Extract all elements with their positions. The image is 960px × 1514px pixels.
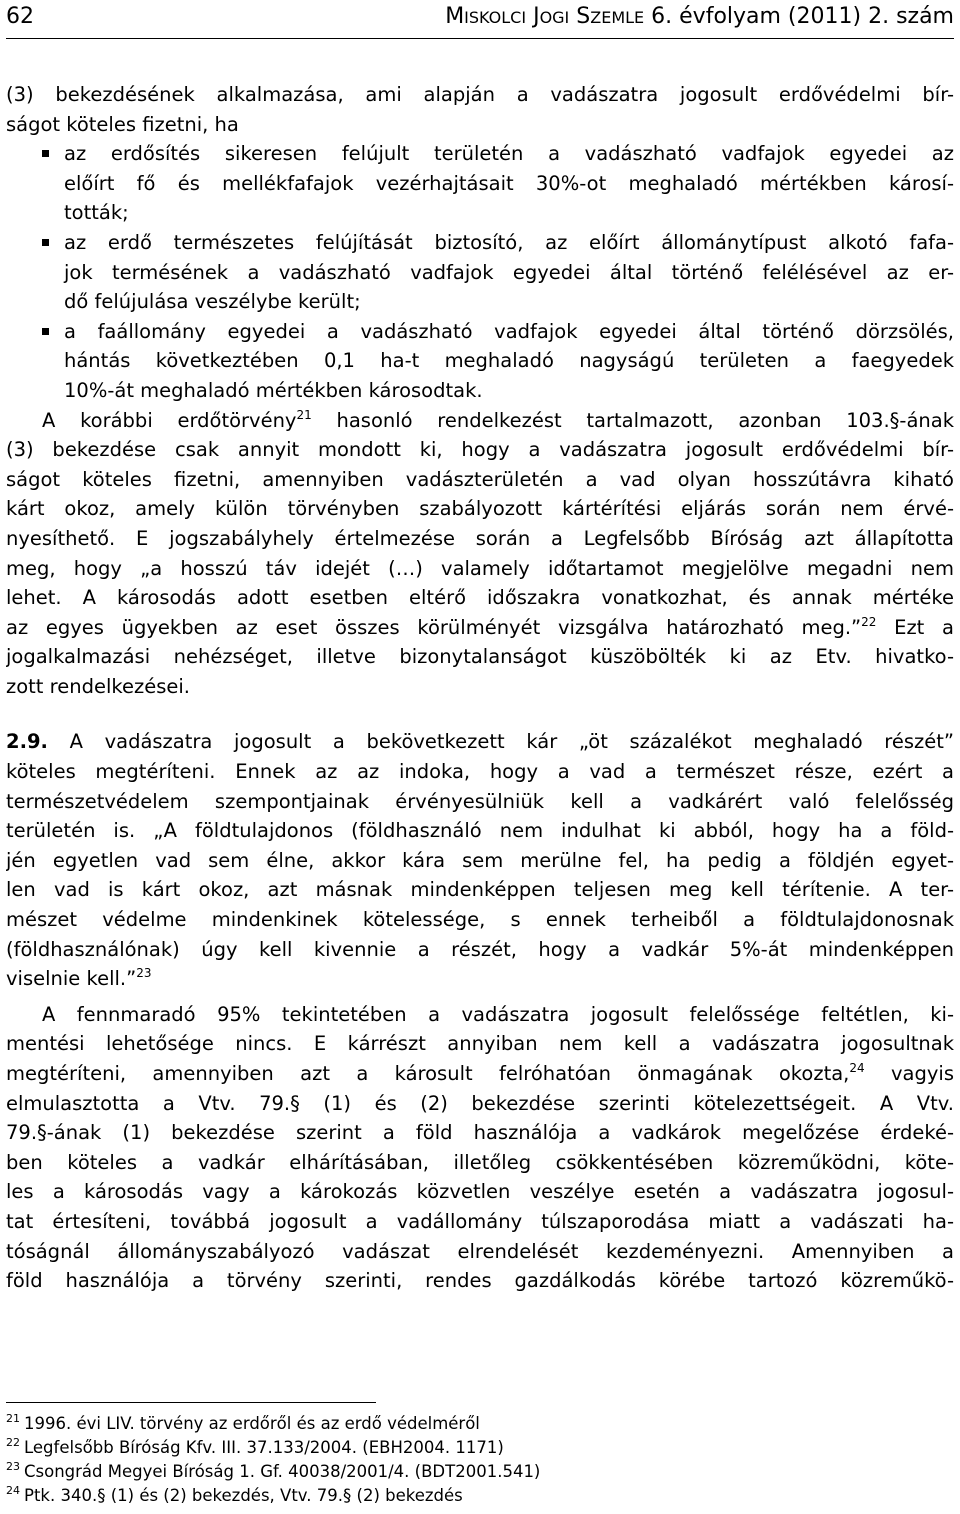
footnote	[6, 1484, 954, 1508]
paragraph-line: ságot köteles fizetni, amennyiben vadászterületén a vad olyan hosszútávra kiható	[6, 467, 954, 491]
page-body	[6, 80, 954, 1296]
paragraph-line: zott rendelkezései.	[6, 674, 190, 698]
paragraph-line: az egyes ügyekben az eset összes körülményét vizsgálva határozható meg.”$^{22}$ Ezt a	[6, 614, 954, 639]
section-number: 2.9.	[6, 730, 48, 754]
paragraph-line: elmulasztotta a Vtv. 79.§ (1) és (2) bekezdése szerinti kötelezettségeit. A Vtv.	[6, 1091, 954, 1115]
paragraph-line: mészet védelme mindenkinek kötelessége, s ennek terheiből a földtulajdonosnak	[6, 908, 954, 932]
list-item: az erdő természetes felújítását biztosító, az előírt állománytípust alkotó fafa-	[6, 228, 954, 258]
section-heading-line: 2.9. A vadászatra jogosult a bekövetkezett kár „öt százalékot meghaladó részét”	[6, 730, 954, 754]
footnote-ref[interactable]: 21	[296, 407, 312, 422]
footnote	[6, 1460, 954, 1484]
list-item: a faállomány egyedei a vadászható vadfajok egyedei által történő dörzsölés,	[6, 317, 954, 347]
paragraph-line: (3) bekezdésének alkalmazása, ami alapján a vadászatra jogosult erdővédelmi bír-	[6, 83, 954, 106]
list-item-line: előírt fő és mellékfafajok vezérhajtásait 30%-ot meghaladó mértékben károsí-	[64, 171, 954, 195]
paragraph-line: A korábbi erdőtörvény$^{21}$ hasonló rendelkezést tartalmazott, azonban 103.§-ának	[42, 407, 954, 432]
footnote-number: 22	[6, 1436, 20, 1449]
paragraph-line: természetvédelem szempontjainak érvényesülniük kell a vadkárért való felelősség	[6, 789, 954, 813]
bullet-square-icon	[42, 328, 49, 335]
section-gap	[6, 701, 954, 727]
journal-title: MISKOLCI JOGI SZEMLE 6. évfolyam (2011) 2. szám	[445, 4, 954, 29]
paragraph-line: nyesíthető. E jogszabályhely értelmezése során a Legfelsőbb Bíróság azt állapította	[6, 526, 954, 550]
footnote	[6, 1412, 954, 1436]
page-number: 62	[6, 4, 34, 29]
footnote-ref[interactable]: 22	[861, 614, 877, 629]
footnote-text: Ptk. 340.§ (1) és (2) bekezdés, Vtv. 79.§ (2) bekezdés	[24, 1486, 463, 1505]
list-item-line: dő felújulása veszélybe került;	[64, 290, 361, 314]
paragraph-line: A fennmaradó 95% tekintetében a vadászatra jogosult felelőssége feltétlen, ki-	[42, 1002, 954, 1026]
paragraph-line: mentési lehetősége nincs. E kárrészt annyiban nem kell a vadászatra jogosultnak	[6, 1032, 954, 1056]
paragraph-line: jogalkalmazási nehézséget, illetve bizonytalanságot küszöbölték ki az Etv. hivatko-	[6, 645, 954, 669]
paragraph-line: ságot köteles fizetni, ha	[6, 112, 239, 136]
paragraph-line: kárt okoz, amely külön törvényben szabályozott kártérítési eljárás során nem érvé-	[6, 497, 954, 521]
page-header	[0, 0, 960, 44]
list-item-line: 10%-át meghaladó mértékben károsodtak.	[64, 378, 483, 402]
paragraph-line: (földhasználónak) úgy kell kivennie a részét, hogy a vadkár 5%-át mindenképpen	[6, 937, 954, 961]
footnote-text: Csongrád Megyei Bíróság 1. Gf. 40038/2001/4. (BDT2001.541)	[24, 1462, 541, 1481]
paragraph-line: les a károsodás vagy a károkozás közvetlen veszélye esetén a vadászatra jogosul-	[6, 1180, 954, 1204]
paragraph-line: ben köteles a vadkár elhárításában, illetőleg csökkentésében közreműködni, köte-	[6, 1150, 954, 1174]
footnotes	[6, 1412, 954, 1508]
footnote-separator	[6, 1402, 376, 1403]
paragraph-line: 79.§-ának (1) bekezdése szerint a föld használója a vadkárok megelőzése érdeké-	[6, 1121, 954, 1145]
paragraph-line: megtéríteni, amennyiben azt a károsult felróhatóan önmagának okozta,$^{24}$ vagyis	[6, 1061, 954, 1085]
paragraph-line: (3) bekezdése csak annyit mondott ki, hogy a vadászatra jogosult erdővédelmi bír-	[6, 438, 954, 462]
bullet-square-icon	[42, 150, 49, 157]
paragraph-line: meg, hogy „a hosszú táv idejét (…) valamely időtartamot megjelölve megadni nem	[6, 556, 954, 580]
paragraph-line: föld használója a törvény szerinti, rendes gazdálkodás körébe tartozó közreműkö-	[6, 1269, 954, 1293]
paragraph-line: lehet. A károsodás adott esetben eltérő időszakra vonatkozhat, és annak mértéke	[6, 586, 954, 610]
paragraph-line: területén is. „A földtulajdonos (földhasználó nem indulhat ki abból, hogy ha a föld-	[6, 819, 954, 843]
paragraph-line: len vad is kárt okoz, azt másnak mindenképpen teljesen meg kell térítenie. A ter-	[6, 878, 954, 902]
footnote-number: 24	[6, 1484, 20, 1497]
list-item-line: hántás következtében 0,1 ha-t meghaladó nagyságú területen a faegyedek	[64, 349, 954, 373]
paragraph-line: tóságnál állományszabályozó vadászat elrendelését kezdeményezni. Amennyiben a	[6, 1239, 954, 1263]
footnote-ref[interactable]: 24	[849, 1061, 865, 1075]
footnote-number: 23	[6, 1460, 20, 1473]
paragraph-line: köteles megtéríteni. Ennek az az indoka, hogy a vad a természet része, ezért a	[6, 760, 954, 784]
list-item: az erdősítés sikeresen felújult területén a vadászható vadfajok egyedei az	[6, 139, 954, 169]
paragraph-line: viselnie kell.”$^{23}$	[6, 966, 152, 991]
list-item-line: tották;	[64, 201, 129, 225]
paragraph-line: jén egyetlen vad sem élne, akkor kára sem merülne fel, ha pedig a földjén egyet-	[6, 848, 954, 872]
list-item-line: jok termésének a vadászható vadfajok egyedei által történő felélésével az er-	[64, 260, 954, 284]
header-rule	[6, 38, 954, 39]
footnote-number: 21	[6, 1412, 20, 1425]
footnote	[6, 1436, 954, 1460]
bullet-square-icon	[42, 239, 49, 246]
footnote-text: Legfelsőbb Bíróság Kfv. III. 37.133/2004. (EBH2004. 1171)	[24, 1438, 504, 1457]
paragraph-line: tat értesíteni, továbbá jogosult a vadállomány túlszaporodása miatt a vadászati ha-	[6, 1209, 954, 1233]
footnote-ref[interactable]: 23	[136, 966, 152, 981]
footnote-text: 1996. évi LIV. törvény az erdőről és az erdő védelméről	[24, 1414, 480, 1433]
